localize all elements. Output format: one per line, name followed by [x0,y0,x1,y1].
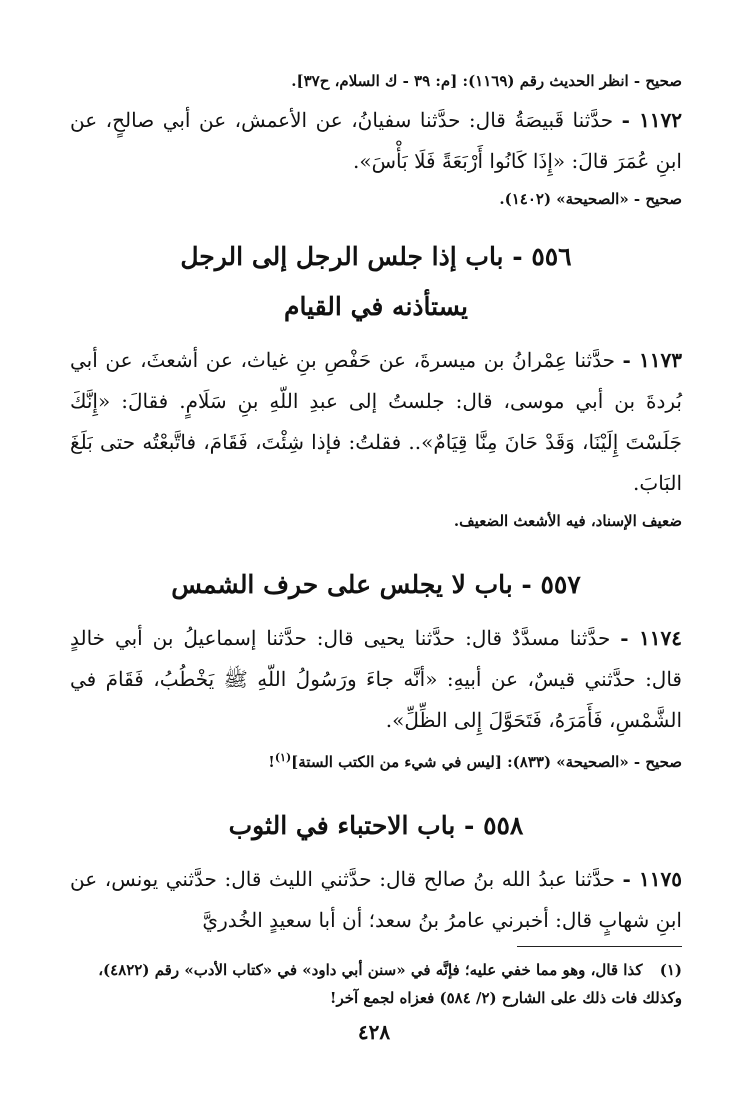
chapter-557-title: ٥٥٧ - باب لا يجلس على حرف الشمس [171,570,581,599]
hadith-number: ١١٧٣ - [622,348,682,372]
chapter-556-heading [70,232,682,332]
chapter-558-title: ٥٥٨ - باب الاحتباء في الثوب [228,811,524,840]
hadith-number: ١١٧٥ - [622,867,683,891]
grading-end: ! [268,753,275,771]
hadith-text: حدَّثنا عِمْرانُ بن ميسرةَ، عن حَفْصِ بنِ غياث، عن أشعثَ، عن أبي بُردةَ بن أبي موسى، قال: جلستُ إلى عبدِ اللّهِ بنِ سَلَامٍ. فقالَ: «إِنَّكَ جَلَسْتَ إِلَيْنَا، وَقَدْ حَانَ مِنَّا قِيَامٌ».. فقلتُ: فإذا شِئْتَ، فَقَامَ، فاتَّبعْتُه حتى بَلَغَ البَابَ. [70,348,682,495]
hadith-text: حدَّثنا مسدَّدٌ قال: حدَّثنا يحيى قال: حدَّثنا إسماعيلُ بن أبي خالدٍ قال: حدَّثني قيسٌ، عن أبيهِ: «أنَّه جاءَ ورَسُولُ اللّهِ ﷺ يَخْطُبُ، فَقَامَ في الشَّمْسِ، فَأَمَرَهُ، فَتَحَوَّلَ إِلى الظِّلِّ». [70,626,682,732]
grading-text: صحيح - «الصحيحة» (٨٣٣): [ليس في شيء من الكتب الستة] [291,753,682,771]
grading-top: صحيح - انظر الحديث رقم (١١٦٩): [م: ٣٩ - ك السلام، ح٣٧]. [291,72,682,90]
chapter-556-title-line2: يستأذنه في القيام [284,292,468,321]
hadith-1174 [70,618,682,741]
hadith-1175 [70,859,682,941]
hadith-1173 [70,340,682,504]
footnote [70,956,682,1012]
hadith-1172 [70,100,682,182]
page-number: ٤٢٨ [357,1020,391,1044]
hadith-1174-grading [70,745,682,775]
footnote-ref-mark: (١) [274,751,292,764]
chapter-556-title-line1: ٥٥٦ - باب إذا جلس الرجل إلى الرجل [180,242,572,271]
footnote-divider [517,946,682,947]
hadith-1173-grading: ضعيف الإسناد، فيه الأشعث الضعيف. [453,512,682,530]
footnote-number: (١) [659,961,682,979]
hadith-text: حدَّثنا عبدُ الله بنُ صالح قال: حدَّثني الليث قال: حدَّثني يونس، عن ابنِ شهابٍ قال: أخبرني عامرُ بنُ سعد؛ أن أبا سعيدٍ الخُدريَّ [70,867,682,932]
hadith-number: ١١٧٢ - [621,108,683,132]
footnote-text: كذا قال، وهو مما خفي عليه؛ فإنَّه في «سنن أبي داود» في «كتاب الأدب» رقم (٤٨٢٢)، وكذلك فات ذلك على الشارح (٢/ ٥٨٤) فعزاه لجمع آخر! [98,961,682,1007]
hadith-number: ١١٧٤ - [620,626,683,650]
hadith-1172-grading: صحيح - «الصحيحة» (١٤٠٢). [499,190,682,208]
hadith-text: حدَّثنا قَبيصَةُ قال: حدَّثنا سفيانُ، عن الأعمش، عن أبي صالحٍ، عن ابنِ عُمَرَ قالَ: «إِذَا كَانُوا أَرْبَعَةً فَلَا بَأْسَ». [70,108,682,173]
